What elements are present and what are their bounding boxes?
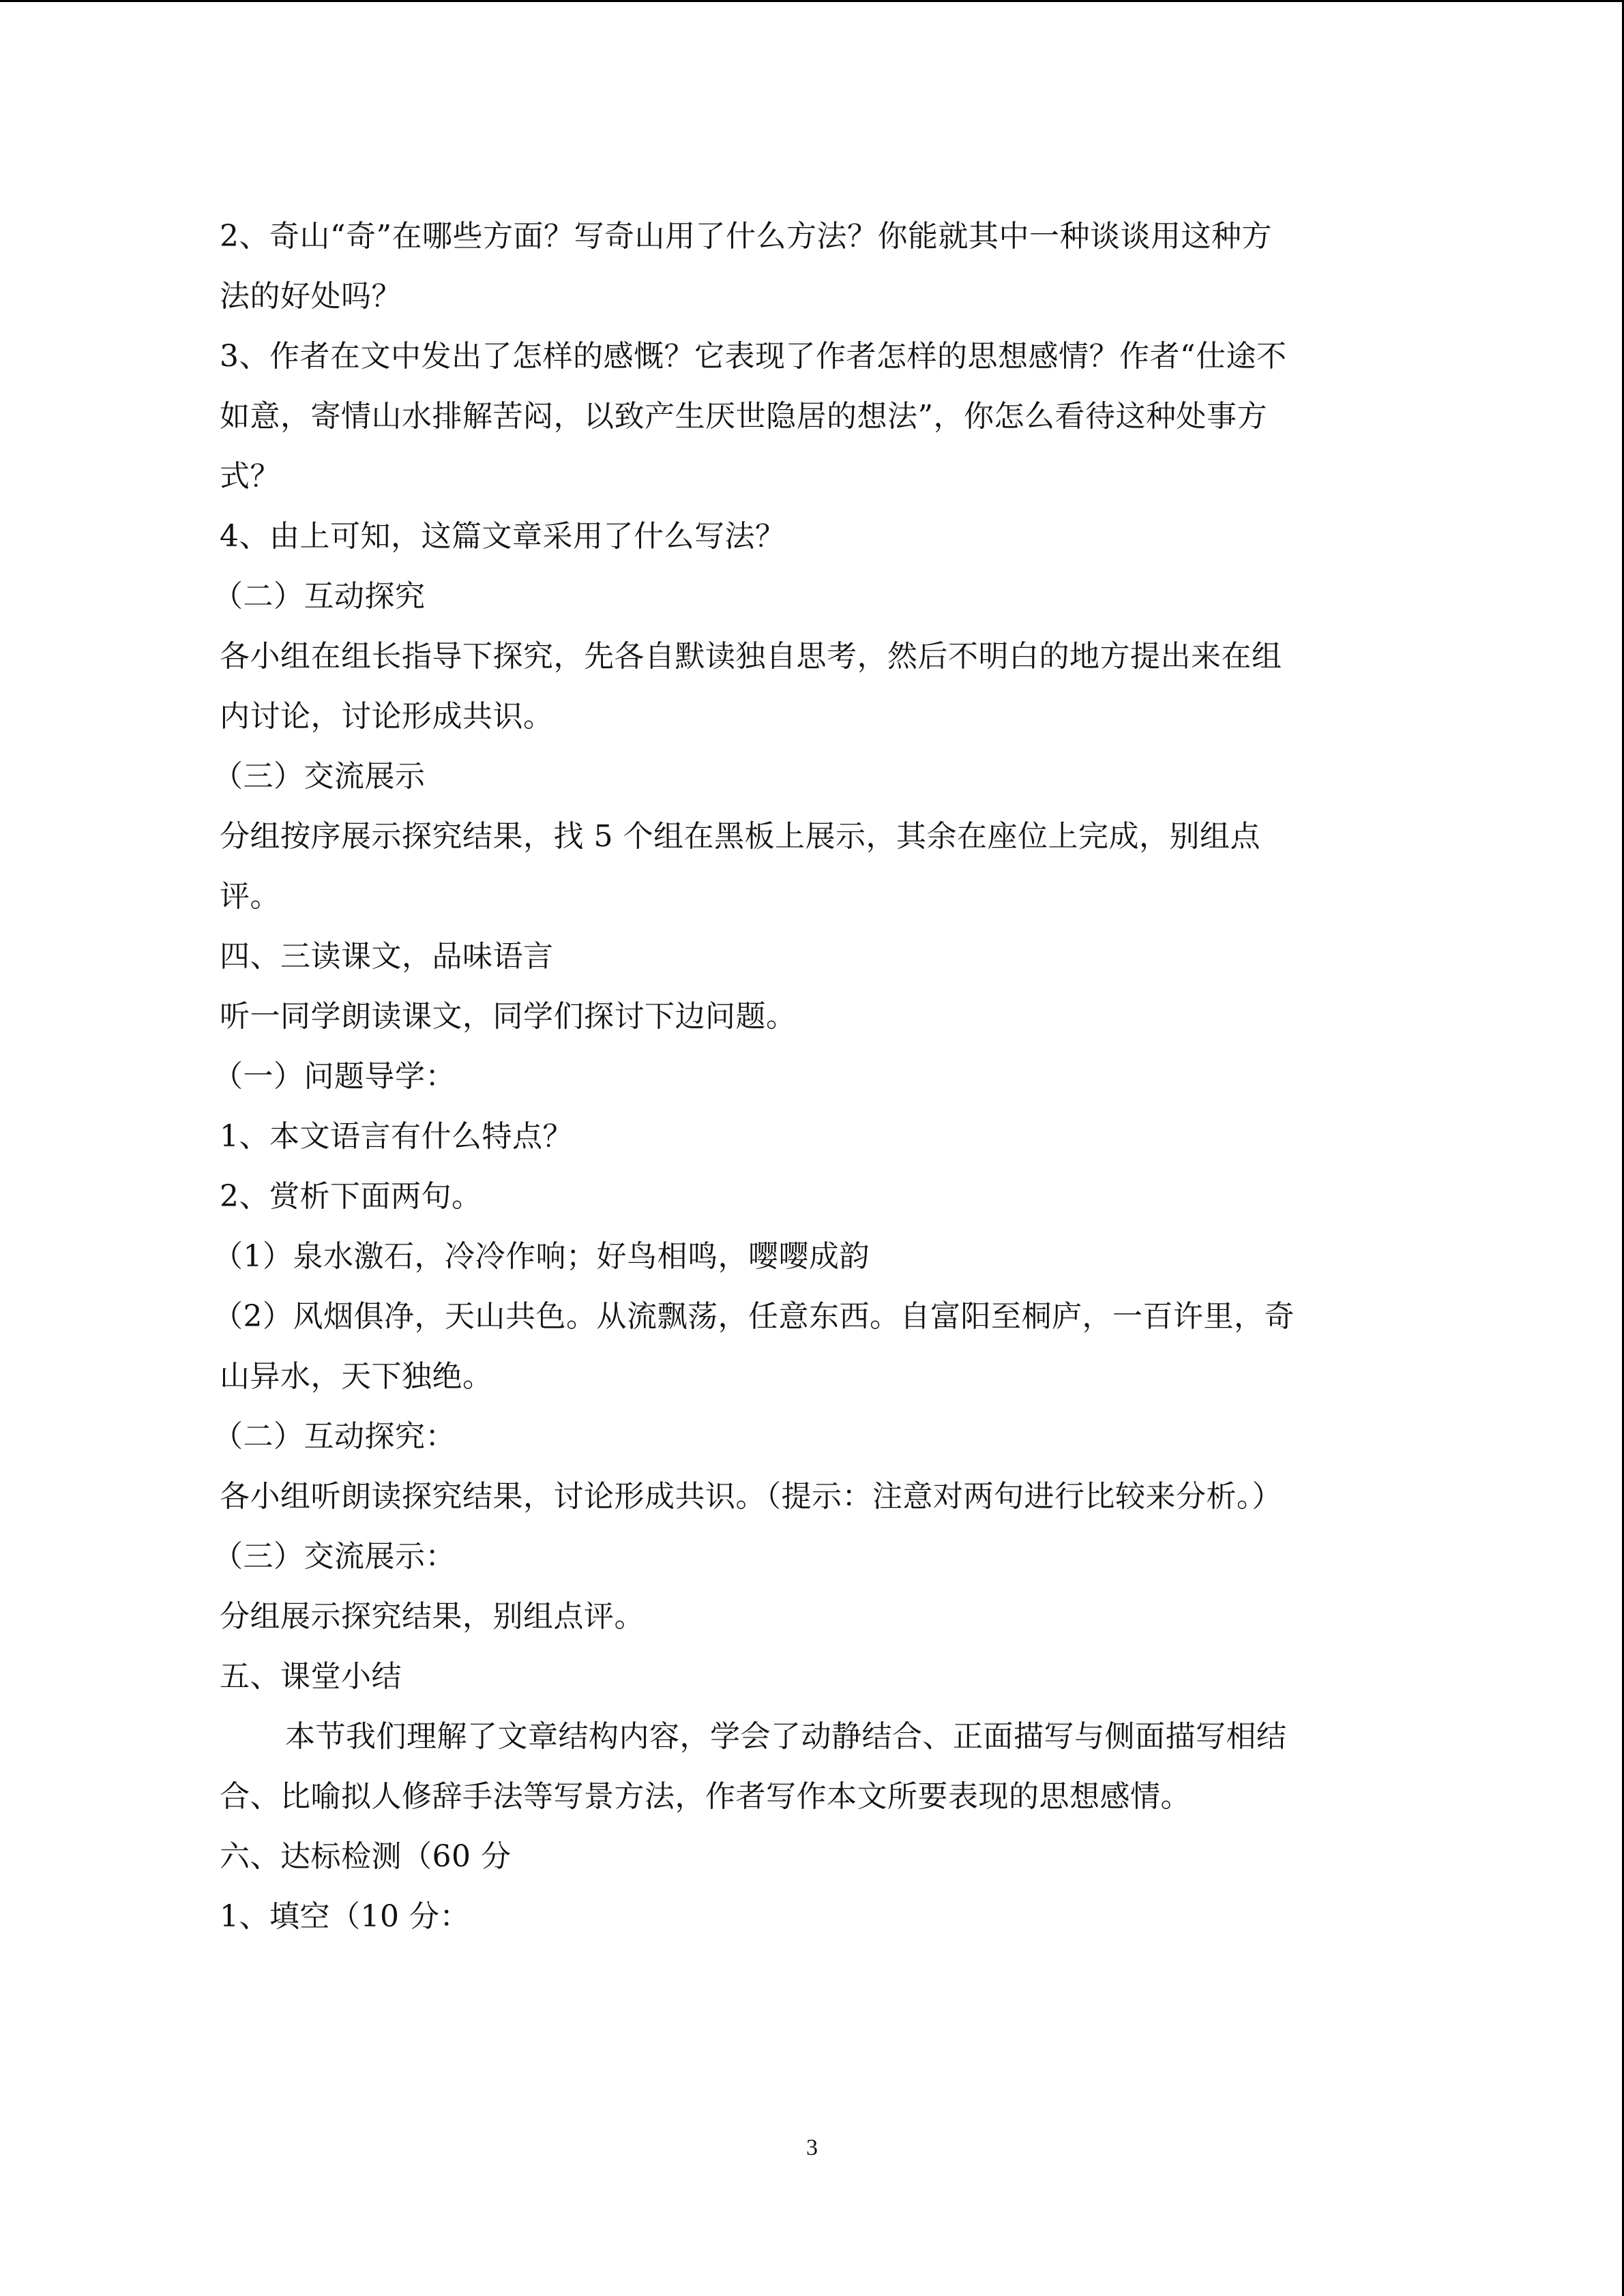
question-3-line-1: 3、作者在文中发出了怎样的感慨？它表现了作者怎样的思想感情？作者“仕途不	[220, 339, 1287, 374]
language-question-2: 2、赏析下面两句。	[220, 1179, 482, 1214]
sentence-1: （1）泉水激石，冷冷作响；好鸟相鸣，嘤嘤成韵	[213, 1239, 870, 1274]
display-paragraph-line-2: 评。	[220, 879, 280, 914]
heading-question-guide: （一）问题导学：	[213, 1059, 456, 1094]
heading-exchange-display-2: （三）交流展示：	[213, 1539, 456, 1574]
question-4-line: 4、由上可知，这篇文章采用了什么写法？	[220, 519, 786, 554]
group-discussion-line: 各小组听朗读探究结果，讨论形成共识。（提示：注意对两句进行比较来分析。）	[220, 1479, 1282, 1514]
display-paragraph-line-1: 分组按序展示探究结果，找 5 个组在黑板上展示，其余在座位上完成，别组点	[220, 819, 1260, 854]
question-3-line-2: 如意，寄情山水排解苦闷，以致产生厌世隐居的想法”，你怎么看待这种处事方	[220, 399, 1267, 434]
question-3-line-3: 式？	[220, 459, 280, 494]
listen-reading-line: 听一同学朗读课文，同学们探讨下边问题。	[220, 999, 797, 1034]
section-4-heading: 四、三读课文，品味语言	[220, 939, 554, 974]
section-5-heading: 五、课堂小结	[220, 1659, 402, 1694]
heading-interactive-inquiry-2: （二）互动探究：	[213, 1419, 456, 1454]
question-2-line-1: 2、奇山“奇”在哪些方面？写奇山用了什么方法？你能就其中一种谈谈用这种方	[220, 219, 1272, 254]
page-number: 3	[806, 2135, 818, 2160]
language-question-1: 1、本文语言有什么特点？	[220, 1119, 573, 1154]
section-6-heading: 六、达标检测（60 分	[220, 1839, 512, 1874]
fill-in-blank-heading: 1、填空（10 分：	[220, 1899, 470, 1934]
sentence-2-line-1: （2）风烟俱净，天山共色。从流飘荡，任意东西。自富阳至桐庐，一百许里，奇	[213, 1299, 1295, 1334]
inquiry-paragraph-line-1: 各小组在组长指导下探究，先各自默读独自思考，然后不明白的地方提出来在组	[220, 639, 1282, 674]
heading-interactive-inquiry: （二）互动探究	[213, 579, 426, 614]
heading-exchange-display: （三）交流展示	[213, 759, 426, 794]
question-2-line-2: 法的好处吗？	[220, 279, 402, 314]
group-display-line: 分组展示探究结果，别组点评。	[220, 1599, 645, 1634]
sentence-2-line-2: 山异水，天下独绝。	[220, 1359, 493, 1394]
summary-paragraph-line-2: 合、比喻拟人修辞手法等写景方法，作者写作本文所要表现的思想感情。	[220, 1779, 1191, 1814]
inquiry-paragraph-line-2: 内讨论，讨论形成共识。	[220, 699, 554, 734]
summary-paragraph-line-1: 本节我们理解了文章结构内容，学会了动静结合、正面描写与侧面描写相结	[285, 1719, 1287, 1754]
